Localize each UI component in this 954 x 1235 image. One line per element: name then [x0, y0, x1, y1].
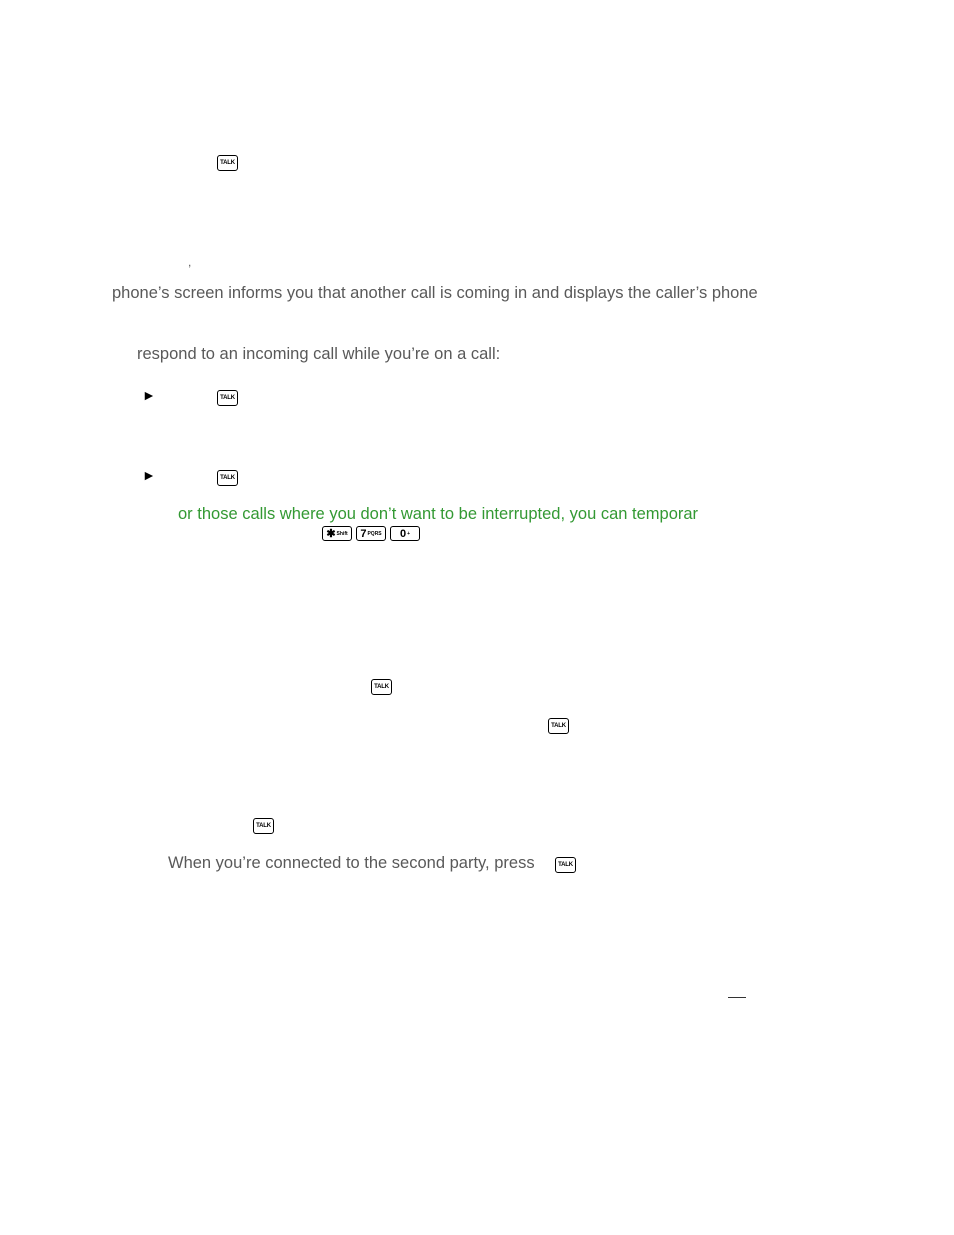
- zero-key-main: 0: [399, 527, 407, 540]
- incoming-call-text: phone’s screen informs you that another call is coming in and displays the caller’s phone: [112, 284, 758, 302]
- talk-key-icon: TALK: [217, 390, 238, 406]
- zero-plus-key-icon: [390, 526, 420, 541]
- seven-pqrs-key-icon: [356, 526, 386, 541]
- talk-key-icon: TALK: [253, 818, 274, 834]
- connected-instruction-text: When you’re connected to the second party, press: [168, 854, 535, 872]
- seven-key-sub: PQRS: [367, 530, 382, 537]
- star-key-sub: Shift: [336, 530, 348, 537]
- em-dash-mark: [728, 997, 746, 998]
- talk-key-icon: TALK: [371, 679, 392, 695]
- call-waiting-note: or those calls where you don’t want to be interrupted, you can temporar: [178, 505, 699, 523]
- zero-key-sub: +: [407, 530, 411, 537]
- seven-key-main: 7: [360, 527, 367, 540]
- respond-instruction-text: respond to an incoming call while you’re on a call:: [137, 345, 501, 363]
- talk-key-icon: TALK: [217, 155, 238, 171]
- talk-key-icon: TALK: [217, 470, 238, 486]
- star-key-main: ✱: [326, 528, 336, 540]
- bullet-arrow-icon: ►: [142, 467, 156, 483]
- stray-comma: ,: [188, 255, 192, 269]
- talk-key-icon: TALK: [555, 857, 576, 873]
- talk-key-icon: TALK: [548, 718, 569, 734]
- star-shift-key-icon: [322, 526, 352, 541]
- bullet-arrow-icon: ►: [142, 387, 156, 403]
